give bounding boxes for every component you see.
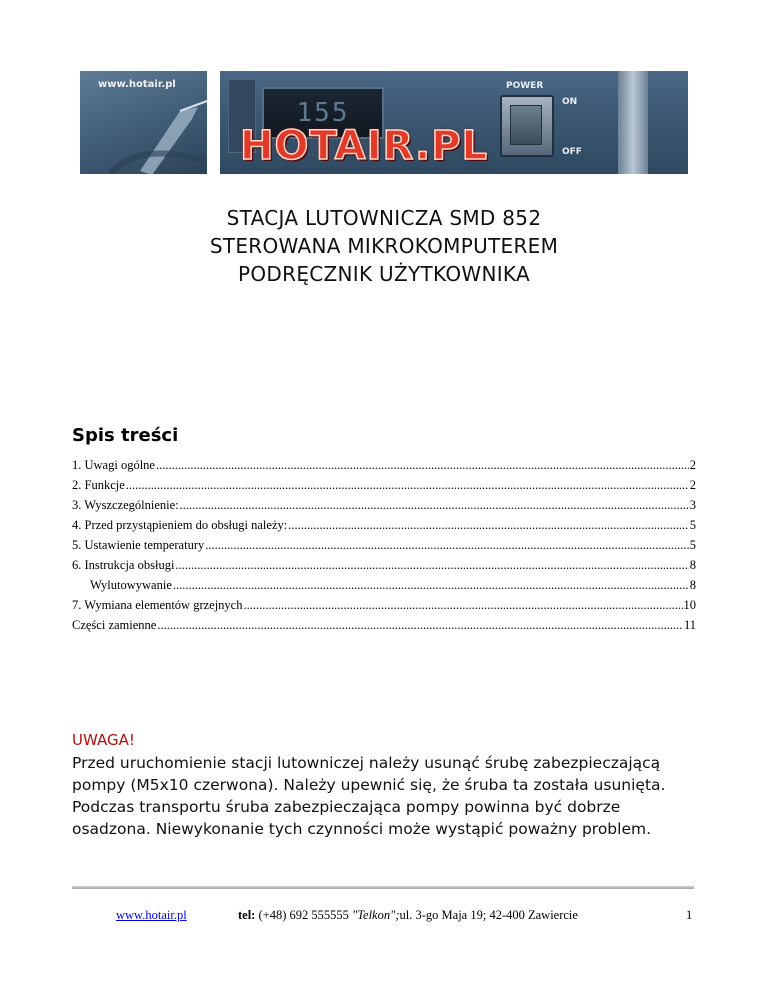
title-line-3: PODRĘCZNIK UŻYTKOWNIKA bbox=[238, 262, 530, 286]
toc-entry-page: 11 bbox=[683, 618, 696, 632]
toc-entry-page: 3 bbox=[689, 498, 696, 512]
toc-entry-page: 5 bbox=[689, 518, 696, 532]
soldering-iron-icon bbox=[80, 71, 207, 174]
toc-entry[interactable] bbox=[72, 613, 696, 633]
off-label: OFF bbox=[562, 147, 582, 157]
power-switch-icon bbox=[500, 95, 554, 157]
toc-entry[interactable] bbox=[90, 573, 696, 593]
toc-entry-text: Części zamienne bbox=[72, 618, 157, 632]
banner-site-url: www.hotair.pl bbox=[98, 79, 176, 90]
toc-entry-page: 2 bbox=[689, 458, 696, 472]
footer-tel-number: (+48) 692 555555 bbox=[255, 908, 352, 922]
toc-entry-text: 4. Przed przystąpieniem do obsługi należy: bbox=[72, 518, 288, 532]
on-label: ON bbox=[562, 97, 578, 107]
power-label: POWER bbox=[506, 81, 544, 91]
lcd-display: 155 bbox=[262, 87, 384, 139]
toc-entry[interactable] bbox=[72, 513, 696, 533]
toc-entry[interactable] bbox=[72, 533, 696, 553]
toc-entry-page: 2 bbox=[689, 478, 696, 492]
footer-divider bbox=[72, 886, 694, 889]
footer-contact bbox=[238, 908, 578, 923]
toc-entry-text: 6. Instrukcja obsługi bbox=[72, 558, 175, 572]
toc-entry-text: 1. Uwagi ogólne bbox=[72, 458, 155, 472]
toc-entry[interactable] bbox=[72, 453, 696, 473]
footer-address: ul. 3-go Maja 19; 42-400 Zawiercie bbox=[399, 908, 578, 922]
banner-left-image bbox=[80, 71, 207, 174]
warning-text: Przed uruchomienie stacji lutowniczej należy usunąć śrubę zabezpieczającą pompy (M5x10 czerwona). Należy upewnić się, że śruba ta została usunięta. Podczas transportu śruba zabezpieczająca pompy powinna być dobrze osadzona. Niewykonanie tych czynności może wystąpić poważny problem. bbox=[72, 754, 666, 838]
scale-graphic bbox=[618, 71, 648, 174]
toc-entry-page: 5 bbox=[689, 538, 696, 552]
toc-entry[interactable] bbox=[72, 473, 696, 493]
toc-entry-page: 8 bbox=[689, 558, 696, 572]
toc-entry-text: Wylutowywanie bbox=[90, 578, 172, 592]
toc-entry-text: 2. Funkcje bbox=[72, 478, 125, 492]
warning-title: UWAGA! bbox=[72, 731, 135, 749]
toc-entry-text: 7. Wymiana elementów grzejnych bbox=[72, 598, 243, 612]
footer-tel-label: tel: bbox=[238, 908, 256, 922]
footer-company: "Telkon"; bbox=[351, 908, 400, 922]
title-line-2: STEROWANA MIKROKOMPUTEREM bbox=[209, 234, 559, 258]
toc-heading: Spis treści bbox=[72, 425, 179, 446]
title-line-1: STACJA LUTOWNICZA SMD 852 bbox=[226, 206, 542, 230]
toc-entry-text: 3. Wyszczególnienie: bbox=[72, 498, 179, 512]
toc-entry[interactable] bbox=[72, 593, 696, 613]
toc-entry[interactable] bbox=[72, 553, 696, 573]
toc-entry-page: 10 bbox=[683, 598, 696, 612]
banner-main-image bbox=[220, 71, 688, 174]
toc-entry[interactable] bbox=[72, 493, 696, 513]
page-number: 1 bbox=[686, 908, 693, 922]
footer-url-link[interactable]: www.hotair.pl bbox=[116, 908, 187, 922]
toc-entry-page: 8 bbox=[689, 578, 696, 592]
hotair-logo: HOTAIR.PL bbox=[240, 123, 489, 169]
toc-entry-text: 5. Ustawienie temperatury bbox=[72, 538, 205, 552]
